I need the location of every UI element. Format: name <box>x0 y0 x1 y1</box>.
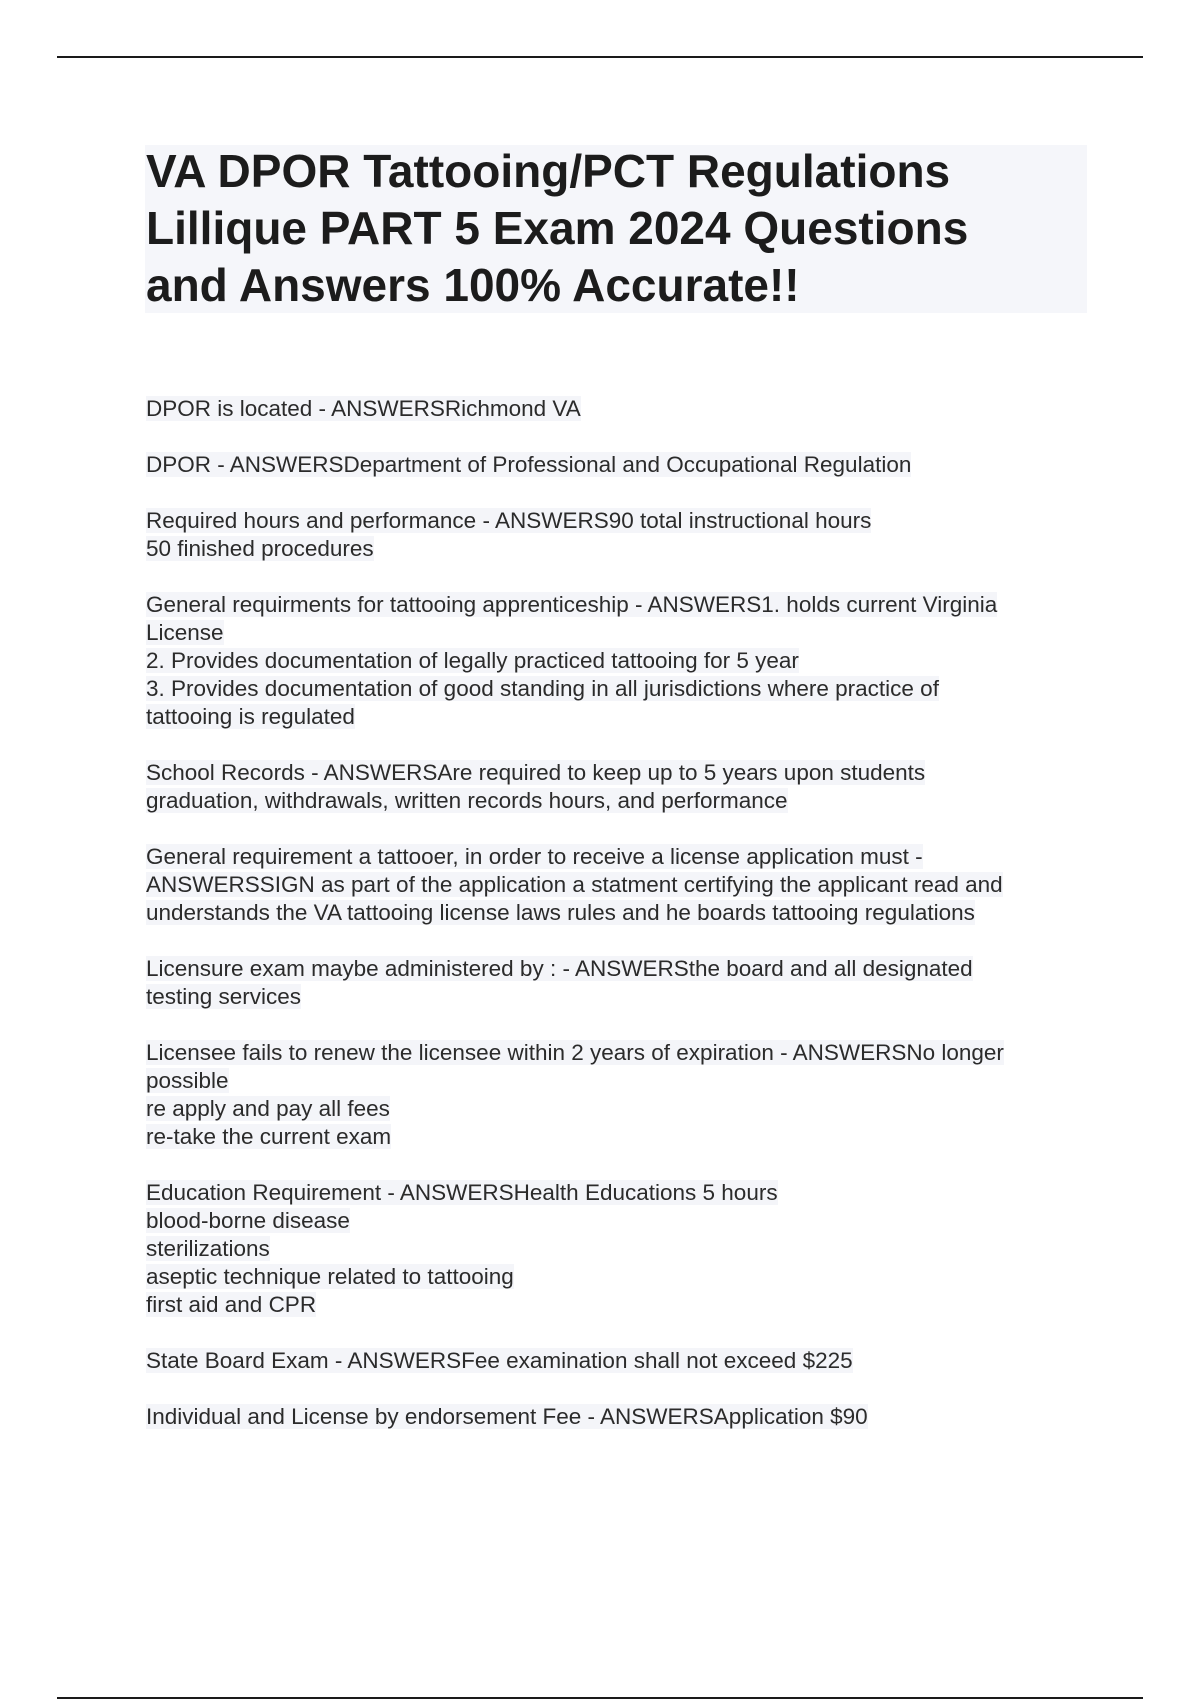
qa-line <box>146 619 1096 647</box>
qa-item <box>146 955 1096 1011</box>
qa-line-text: graduation, withdrawals, written records hours, and performance <box>146 788 788 813</box>
qa-item <box>146 395 1096 423</box>
qa-line <box>146 1207 1096 1235</box>
title-line: VA DPOR Tattooing/PCT Regulations <box>146 145 951 197</box>
qa-line-text: tattooing is regulated <box>146 704 355 729</box>
qa-list <box>146 395 1096 1459</box>
qa-line-text: Education Requirement - ANSWERSHealth Educations 5 hours <box>146 1180 778 1205</box>
qa-line-text: Individual and License by endorsement Fee - ANSWERSApplication $90 <box>146 1404 868 1429</box>
qa-line-text: General requirement a tattooer, in order to receive a license application must - <box>146 844 923 869</box>
qa-line-text: Required hours and performance - ANSWERS90 total instructional hours <box>146 508 872 533</box>
qa-line-text: General requirments for tattooing apprenticeship - ANSWERS1. holds current Virginia <box>146 592 998 617</box>
top-rule <box>57 56 1143 58</box>
qa-line <box>146 451 1096 479</box>
qa-line <box>146 591 1096 619</box>
qa-line-text: re apply and pay all fees <box>146 1096 390 1121</box>
qa-line <box>146 703 1096 731</box>
qa-line <box>146 1263 1096 1291</box>
qa-line-text: DPOR is located - ANSWERSRichmond VA <box>146 396 581 421</box>
qa-item <box>146 759 1096 815</box>
qa-line <box>146 1403 1096 1431</box>
qa-line <box>146 1235 1096 1263</box>
qa-line <box>146 675 1096 703</box>
title-line: Lillique PART 5 Exam 2024 Questions <box>146 202 969 254</box>
qa-line-text: Licensee fails to renew the licensee within 2 years of expiration - ANSWERSNo longer <box>146 1040 1004 1065</box>
qa-line <box>146 507 1096 535</box>
qa-line-text: first aid and CPR <box>146 1292 317 1317</box>
qa-line <box>146 1067 1096 1095</box>
qa-item <box>146 1179 1096 1319</box>
qa-line <box>146 535 1096 563</box>
qa-line <box>146 1179 1096 1207</box>
qa-line-text: ANSWERSSIGN as part of the application a statment certifying the applicant read and <box>146 872 1003 897</box>
qa-line <box>146 983 1096 1011</box>
qa-line-text: 50 finished procedures <box>146 536 374 561</box>
qa-line-text: 3. Provides documentation of good standing in all jurisdictions where practice of <box>146 676 939 701</box>
title-line: and Answers 100% Accurate!! <box>146 259 800 311</box>
qa-line-text: License <box>146 620 224 645</box>
qa-item <box>146 1039 1096 1151</box>
qa-line-text: blood-borne disease <box>146 1208 350 1233</box>
qa-line-text: Licensure exam maybe administered by : - ANSWERSthe board and all designated <box>146 956 973 981</box>
qa-item <box>146 591 1096 731</box>
qa-item <box>146 1347 1096 1375</box>
qa-line <box>146 395 1096 423</box>
qa-line <box>146 1039 1096 1067</box>
qa-line-text: State Board Exam - ANSWERSFee examination shall not exceed $225 <box>146 1348 853 1373</box>
qa-line-text: testing services <box>146 984 302 1009</box>
qa-line-text: 2. Provides documentation of legally practiced tattooing for 5 year <box>146 648 799 673</box>
qa-line <box>146 759 1096 787</box>
qa-line <box>146 1123 1096 1151</box>
qa-line-text: sterilizations <box>146 1236 270 1261</box>
qa-line <box>146 843 1096 871</box>
qa-line <box>146 787 1096 815</box>
qa-line <box>146 955 1096 983</box>
qa-line <box>146 647 1096 675</box>
qa-line <box>146 1347 1096 1375</box>
qa-item <box>146 843 1096 927</box>
bottom-rule <box>57 1697 1143 1699</box>
document-title <box>146 143 1086 314</box>
qa-item <box>146 451 1096 479</box>
qa-line-text: DPOR - ANSWERSDepartment of Professional and Occupational Regulation <box>146 452 912 477</box>
qa-line-text: understands the VA tattooing license laws rules and he boards tattooing regulations <box>146 900 975 925</box>
qa-line <box>146 1095 1096 1123</box>
qa-line-text: possible <box>146 1068 229 1093</box>
qa-line <box>146 871 1096 899</box>
qa-item <box>146 507 1096 563</box>
qa-line-text: re-take the current exam <box>146 1124 392 1149</box>
qa-item <box>146 1403 1096 1431</box>
qa-line-text: School Records - ANSWERSAre required to keep up to 5 years upon students <box>146 760 926 785</box>
qa-line <box>146 899 1096 927</box>
qa-line-text: aseptic technique related to tattooing <box>146 1264 514 1289</box>
qa-line <box>146 1291 1096 1319</box>
